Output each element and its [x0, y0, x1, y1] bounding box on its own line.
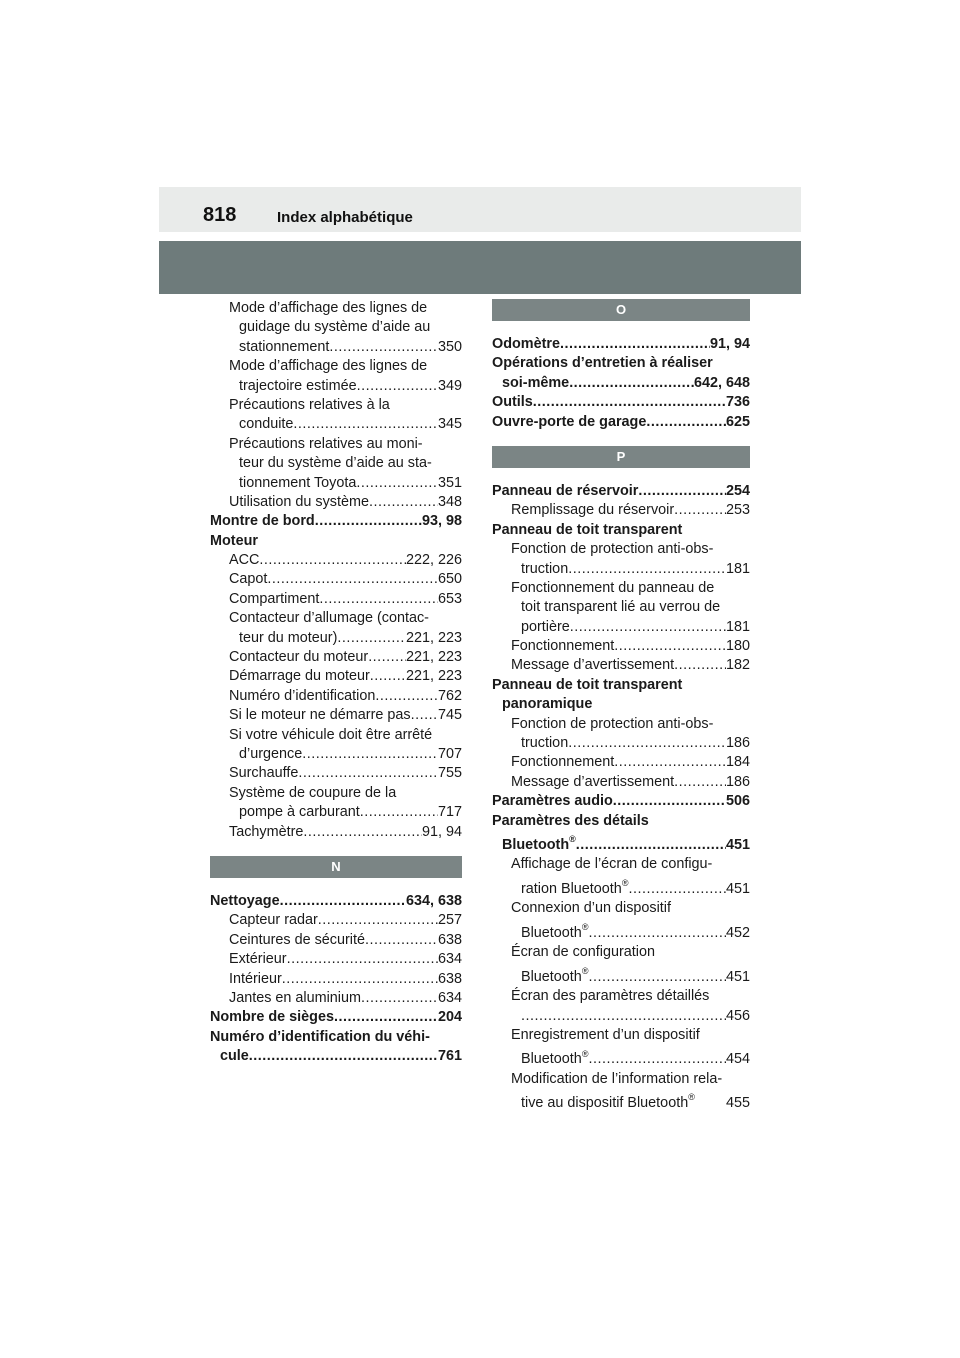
index-entry — [492, 695, 750, 714]
index-entry — [492, 637, 750, 656]
index-entry — [492, 393, 750, 412]
index-entry — [210, 570, 462, 589]
entry-text: Modification de l’information rela- — [511, 1070, 723, 1087]
index-entry — [210, 726, 462, 745]
index-entry — [210, 415, 462, 434]
index-entry — [210, 1008, 462, 1027]
spacer — [492, 321, 750, 335]
entry-text: Mode d’affichage des lignes de — [229, 358, 428, 375]
entry-text: Numéro d’identification — [229, 687, 376, 704]
entry-text: d’urgence — [239, 745, 303, 762]
entry-text: Odomètre — [492, 336, 560, 352]
entry-text: conduite — [239, 416, 294, 433]
page-reference[interactable]: 717 — [437, 804, 462, 821]
spacer — [492, 432, 750, 446]
entry-text: portière — [521, 618, 570, 635]
leader-dots — [588, 963, 726, 988]
leader-dots — [318, 911, 438, 930]
index-entry — [210, 590, 462, 609]
page-reference[interactable]: 222, 226 — [405, 552, 462, 569]
index-entry — [492, 1007, 750, 1026]
index-entry — [210, 911, 462, 930]
leader-dots — [568, 560, 726, 579]
index-entry — [210, 1047, 462, 1066]
index-entry — [492, 753, 750, 772]
index-entry — [492, 987, 750, 1006]
page-reference[interactable]: 506 — [725, 793, 750, 810]
index-entry — [210, 823, 462, 842]
entry-text: Compartiment — [229, 590, 320, 607]
leader-dots — [674, 656, 726, 675]
leader-dots — [375, 687, 438, 706]
index-entry — [492, 943, 750, 962]
entry-text: Opérations d’entretien à réaliser — [492, 355, 713, 372]
spacer — [210, 842, 462, 856]
entry-text: Affichage de l’écran de configu- — [511, 856, 713, 873]
index-entry — [210, 532, 462, 551]
leader-dots — [287, 950, 438, 969]
index-column-left — [210, 299, 462, 1066]
leader-dots — [365, 931, 438, 950]
page-reference[interactable]: 221, 223 — [405, 649, 462, 666]
leader-dots — [576, 831, 726, 856]
index-entry — [210, 931, 462, 950]
leader-dots — [302, 745, 438, 764]
leader-dots — [249, 1047, 438, 1066]
page-reference[interactable]: 634 — [437, 951, 462, 968]
index-entry — [492, 676, 750, 695]
index-entry — [210, 377, 462, 396]
page-reference[interactable]: 762 — [437, 687, 462, 704]
page-header — [159, 187, 801, 232]
section-header: N — [210, 856, 462, 878]
entry-text: Message d’avertissement — [511, 773, 675, 790]
page-reference[interactable]: 221, 223 — [405, 629, 462, 646]
page-reference[interactable]: 257 — [437, 912, 462, 929]
entry-text: Ouvre-porte de garage — [492, 413, 647, 430]
leader-dots — [560, 335, 710, 354]
index-entry — [210, 435, 462, 454]
index-entry — [492, 831, 750, 856]
entry-text: Numéro d’identification du véhi- — [210, 1028, 430, 1045]
page-reference[interactable]: 182 — [725, 657, 750, 674]
page-reference[interactable]: 451 — [725, 968, 750, 985]
page-reference[interactable]: 181 — [725, 618, 750, 635]
entry-text: Capot — [229, 571, 268, 588]
index-entry — [492, 598, 750, 617]
entry-text: Fonctionnement — [511, 638, 615, 655]
leader-dots — [638, 482, 726, 501]
leader-dots — [370, 667, 406, 686]
entry-text: Outils — [492, 394, 533, 411]
leader-dots — [614, 637, 726, 656]
page-reference[interactable]: 253 — [725, 502, 750, 519]
entry-text: Bluetooth® — [502, 834, 576, 853]
page-title: Index alphabétique — [277, 209, 413, 226]
leader-dots — [259, 551, 406, 570]
leader-dots — [319, 590, 438, 609]
index-entry — [492, 618, 750, 637]
leader-dots — [329, 338, 438, 357]
registered-mark: ® — [569, 834, 576, 845]
entry-text: Fonction de protection anti-obs- — [511, 541, 714, 558]
index-entry — [210, 454, 462, 473]
entry-text: Moteur — [210, 532, 258, 549]
entry-text: tionnement Toyota — [239, 474, 357, 491]
page-reference[interactable]: 451 — [725, 880, 750, 897]
spacer — [210, 878, 462, 892]
page-reference[interactable]: 184 — [725, 754, 750, 771]
page-reference[interactable]: 345 — [437, 416, 462, 433]
entry-text: Message d’avertissement — [511, 657, 675, 674]
leader-dots — [293, 415, 438, 434]
index-entry — [492, 413, 750, 432]
entry-text: Panneau de toit transparent — [492, 676, 683, 693]
index-entry — [492, 1070, 750, 1089]
page-reference[interactable]: 707 — [437, 745, 462, 762]
index-entry — [210, 784, 462, 803]
index-entry — [210, 609, 462, 628]
registered-mark: ® — [621, 878, 629, 889]
entry-text: Mode d’affichage des lignes de — [229, 300, 428, 316]
leader-dots — [614, 753, 726, 772]
entry-text: Panneau de toit transparent — [492, 521, 683, 538]
entry-text: Écran des paramètres détaillés — [511, 988, 710, 1005]
section-header: P — [492, 446, 750, 468]
registered-mark: ® — [581, 921, 589, 932]
index-entry — [492, 919, 750, 944]
index-entry — [492, 792, 750, 811]
entry-text: soi-même — [502, 374, 570, 391]
leader-dots — [411, 706, 438, 725]
leader-dots — [588, 919, 726, 944]
index-entry — [492, 715, 750, 734]
index-entry — [210, 1028, 462, 1047]
index-entry — [492, 482, 750, 501]
index-entry — [492, 501, 750, 520]
entry-text: Paramètres des détails — [492, 812, 649, 829]
page-reference[interactable]: 634, 638 — [405, 892, 462, 909]
entry-text: tive au dispositif Bluetooth® — [521, 1092, 695, 1112]
entry-text: Nombre de sièges — [210, 1009, 334, 1026]
entry-text: Paramètres audio — [492, 793, 613, 810]
page-reference[interactable]: 451 — [725, 836, 750, 853]
page-reference[interactable]: 455 — [725, 1095, 750, 1112]
entry-text: stationnement — [239, 338, 330, 355]
page-reference[interactable]: 755 — [437, 765, 462, 782]
page-reference[interactable]: 634 — [437, 989, 462, 1006]
entry-text: Enregistrement d’un dispositif — [511, 1026, 700, 1043]
entry-text: trajectoire estimée — [239, 377, 357, 394]
entry-text: Capteur radar — [229, 912, 318, 929]
leader-dots — [369, 493, 438, 512]
entry-text: Fonctionnement — [511, 754, 615, 771]
page-reference[interactable]: 650 — [437, 571, 462, 588]
leader-dots — [282, 970, 438, 989]
entry-text: ACC — [229, 552, 260, 569]
index-entry — [492, 579, 750, 598]
leader-dots — [267, 570, 438, 589]
page-reference[interactable]: 350 — [437, 338, 462, 355]
entry-text: Précautions relatives au moni- — [229, 435, 423, 452]
entry-text: teur du moteur) — [239, 629, 338, 646]
entry-text: panoramique — [502, 696, 593, 713]
entry-text: Contacteur d’allumage (contac- — [229, 610, 429, 627]
index-entry — [210, 629, 462, 648]
leader-dots — [280, 892, 406, 911]
registered-mark: ® — [581, 965, 589, 976]
index-entry — [210, 667, 462, 686]
page-reference[interactable]: 452 — [725, 924, 750, 941]
page-reference[interactable]: 638 — [437, 970, 462, 987]
leader-dots — [569, 374, 694, 393]
entry-text: truction — [521, 560, 569, 577]
leader-dots — [315, 512, 422, 531]
page-reference[interactable]: 91, 94 — [709, 336, 750, 352]
index-entry — [210, 493, 462, 512]
page-reference[interactable]: 204 — [437, 1009, 462, 1026]
leader-dots — [628, 875, 726, 900]
index-entry — [210, 950, 462, 969]
page-reference[interactable]: 736 — [725, 394, 750, 411]
leader-dots — [521, 1007, 726, 1026]
entry-text: Panneau de réservoir — [492, 482, 639, 499]
index-entry — [210, 299, 462, 318]
page-reference[interactable]: 642, 648 — [693, 374, 750, 391]
entry-text: Connexion d’un dispositif — [511, 900, 671, 917]
entry-text: Bluetooth® — [521, 965, 589, 985]
page-reference[interactable]: 638 — [437, 931, 462, 948]
page-reference[interactable]: 351 — [437, 474, 462, 491]
leader-dots — [533, 393, 726, 412]
leader-dots — [357, 377, 438, 396]
leader-dots — [674, 773, 726, 792]
index-column-right — [492, 299, 750, 1114]
page-reference[interactable]: 93, 98 — [421, 513, 462, 530]
index-entry — [210, 338, 462, 357]
leader-dots — [334, 1008, 438, 1027]
entry-text: cule — [220, 1048, 249, 1065]
index-entry — [492, 354, 750, 373]
index-entry — [492, 540, 750, 559]
index-entry — [210, 989, 462, 1008]
registered-mark: ® — [688, 1092, 695, 1103]
entry-text: Si votre véhicule doit être arrêté — [229, 726, 433, 743]
page-reference[interactable]: 625 — [725, 413, 750, 430]
page-reference[interactable]: 186 — [725, 735, 750, 752]
leader-dots — [368, 648, 406, 667]
spacer — [492, 468, 750, 482]
entry-text: Démarrage du moteur — [229, 668, 370, 685]
entry-text: Écran de configuration — [511, 944, 655, 961]
index-entry — [210, 474, 462, 493]
index-entry — [492, 374, 750, 393]
index-entry — [492, 875, 750, 900]
entry-text: Intérieur — [229, 970, 282, 987]
leader-dots — [674, 501, 726, 520]
index-entry — [492, 734, 750, 753]
entry-text: Tachymètre — [229, 823, 304, 840]
index-entry — [492, 560, 750, 579]
page-reference[interactable]: 454 — [725, 1051, 750, 1068]
leader-dots — [360, 803, 438, 822]
page-reference[interactable]: 254 — [725, 482, 750, 499]
entry-text: teur du système d’aide au sta- — [239, 455, 432, 472]
entry-text: Remplissage du réservoir — [511, 502, 675, 519]
index-entry — [492, 812, 750, 831]
page-reference[interactable]: 91, 94 — [421, 823, 462, 840]
entry-text: Fonction de protection anti-obs- — [511, 715, 714, 732]
page-reference[interactable]: 349 — [437, 377, 462, 394]
entry-text: toit transparent lié au verrou de — [521, 599, 721, 616]
leader-dots — [337, 629, 406, 648]
entry-text: Extérieur — [229, 951, 287, 968]
index-entry — [492, 656, 750, 675]
index-entry — [210, 803, 462, 822]
leader-dots — [588, 1045, 726, 1070]
page-reference[interactable]: 653 — [437, 590, 462, 607]
section-band — [159, 241, 801, 294]
index-entry — [492, 963, 750, 988]
index-entry — [210, 892, 462, 911]
leader-dots — [298, 764, 438, 783]
entry-text: Jantes en aluminium — [229, 989, 361, 1006]
index-entry — [492, 521, 750, 540]
entry-text: pompe à carburant — [239, 804, 360, 821]
entry-text: Surchauffe — [229, 765, 299, 782]
leader-dots — [356, 474, 438, 493]
index-entry — [210, 318, 462, 337]
index-entry — [210, 551, 462, 570]
leader-dots — [570, 618, 726, 637]
page-reference[interactable]: 186 — [725, 773, 750, 790]
index-entry — [492, 335, 750, 354]
page-reference[interactable]: 348 — [437, 493, 462, 510]
entry-text: Système de coupure de la — [229, 784, 397, 801]
index-entry — [210, 706, 462, 725]
index-entry — [492, 899, 750, 918]
leader-dots — [613, 792, 726, 811]
section-header: O — [492, 299, 750, 321]
page-reference[interactable]: 745 — [437, 707, 462, 724]
index-entry — [210, 648, 462, 667]
page-reference[interactable]: 180 — [725, 638, 750, 655]
entry-text: Bluetooth® — [521, 1048, 589, 1068]
entry-text: Utilisation du système — [229, 493, 369, 510]
page-number: 818 — [203, 204, 237, 226]
entry-text: Montre de bord — [210, 513, 315, 530]
page-reference[interactable]: 456 — [725, 1007, 750, 1024]
index-entry — [492, 855, 750, 874]
index-entry — [210, 764, 462, 783]
entry-text: Précautions relatives à la — [229, 396, 390, 413]
index-entry — [210, 357, 462, 376]
page-reference[interactable]: 181 — [725, 560, 750, 577]
entry-text: Nettoyage — [210, 892, 280, 909]
index-entry — [492, 1045, 750, 1070]
entry-text: Si le moteur ne démarre pas — [229, 707, 411, 724]
index-entry — [492, 1026, 750, 1045]
entry-text: ration Bluetooth® — [521, 878, 629, 897]
index-entry — [210, 970, 462, 989]
entry-text: Fonctionnement du panneau de — [511, 579, 715, 596]
index-entry — [492, 1089, 750, 1114]
entry-text: guidage du système d’aide au — [239, 319, 431, 336]
leader-dots — [568, 734, 726, 753]
page-reference[interactable]: 761 — [437, 1048, 462, 1065]
index-entry — [210, 396, 462, 415]
registered-mark: ® — [581, 1048, 589, 1059]
leader-dots — [303, 823, 422, 842]
entry-text: truction — [521, 735, 569, 752]
entry-text: Ceintures de sécurité — [229, 931, 365, 948]
leader-dots — [646, 413, 726, 432]
entry-text: Contacteur du moteur — [229, 649, 369, 666]
index-entry — [210, 512, 462, 531]
page-reference[interactable]: 221, 223 — [405, 668, 462, 685]
index-entry — [210, 687, 462, 706]
leader-dots — [361, 989, 438, 1008]
index-entry — [492, 773, 750, 792]
index-entry — [210, 745, 462, 764]
entry-text: Bluetooth® — [521, 921, 589, 941]
